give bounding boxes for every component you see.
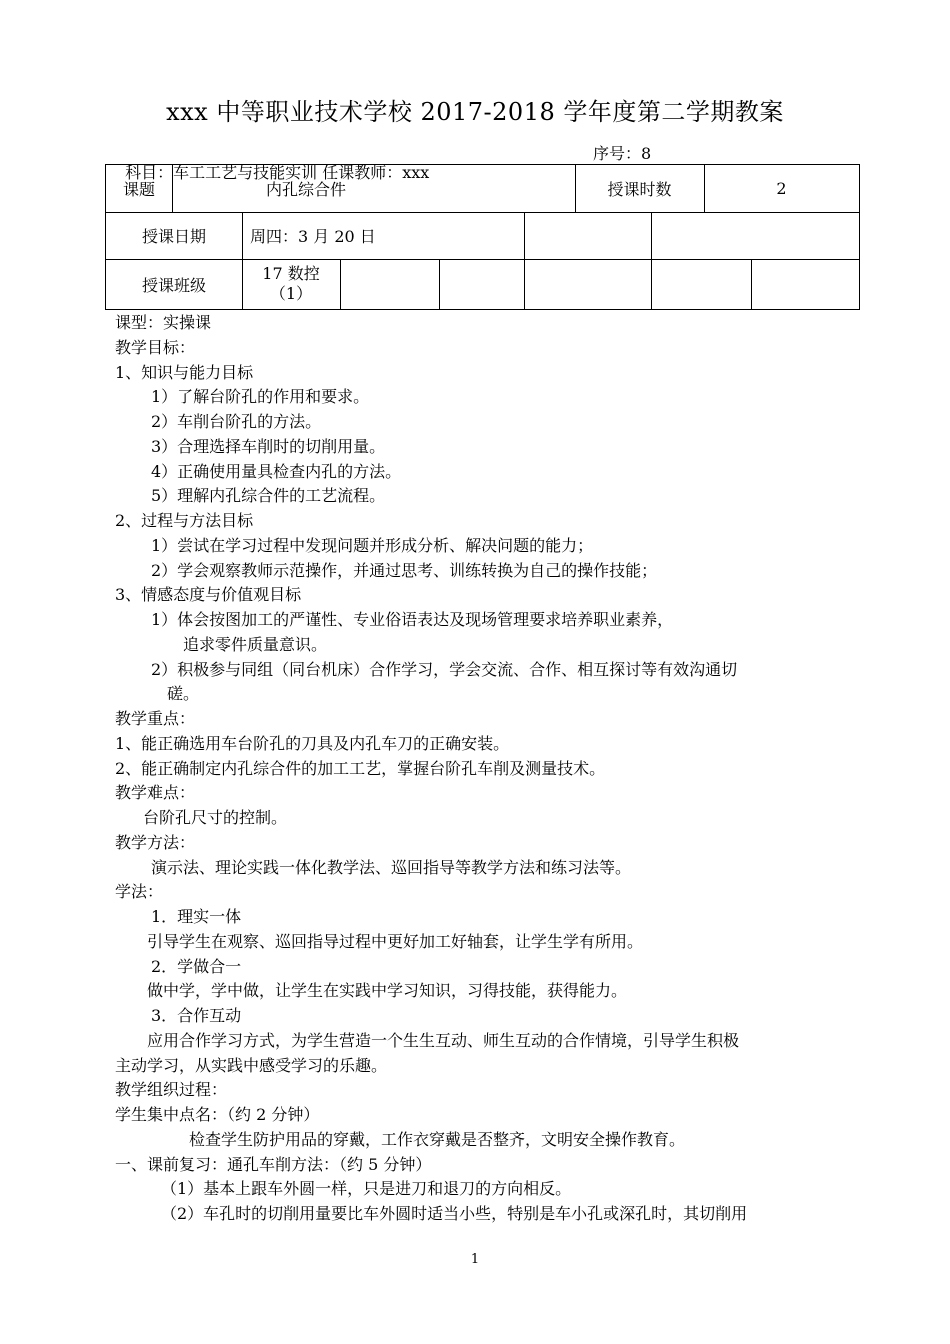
body-line: 1）了解台阶孔的作用和要求。 [151,387,370,407]
date-value: 周四：3 月 20 日 [250,227,376,246]
body-line: 4）正确使用量具检查内孔的方法。 [151,461,402,481]
body-line: 1．理实一体 [151,907,242,926]
class-value-line-1: 17 数控 [262,264,320,283]
hours-label: 授课时数 [607,180,672,199]
table-col-divider [242,212,243,259]
class-label: 授课班级 [141,275,206,295]
class-value-line-2: （1） [269,284,313,303]
body-line: 学法： [115,882,164,902]
table-col-divider [524,259,525,309]
body-line: 课型：实操课 [115,313,212,332]
body-line: 教学重点： [115,709,196,728]
table-col-divider [524,212,525,259]
body-line: 1、知识与能力目标 [115,362,254,382]
subject-teacher-text: 科目：车工工艺与技能实训 任课教师：xxx [125,163,430,182]
topic-value: 内孔综合件 [266,180,347,199]
body-line: （2）车孔时的切削用量要比车外圆时适当小些，特别是车小孔或深孔时，其切削用 [161,1204,748,1223]
body-line: 演示法、理论实践一体化教学法、巡回指导等教学方法和练习法等。 [151,857,632,877]
table-col-divider [172,165,173,212]
body-line: 应用合作学习方式，为学生营造一个生生互动、师生互动的合作情境，引导学生积极 [147,1030,740,1050]
course-info-table [105,164,860,310]
hours-value: 2 [776,179,787,198]
body-line: 2）学会观察教师示范操作，并通过思考、训练转换为自己的操作技能； [151,560,658,580]
body-line: 学生集中点名：（约 2 分钟） [115,1105,320,1124]
lesson-plan-body [115,311,865,1227]
body-line: （1）基本上跟车外圆一样，只是进刀和退刀的方向相反。 [161,1179,572,1199]
body-line: 2、能正确制定内孔综合件的加工工艺，掌握台阶孔车削及测量技术。 [115,758,606,778]
class-value [242,259,340,309]
body-line: 检查学生防护用品的穿戴，工作衣穿戴是否整齐，文明安全操作教育。 [189,1129,686,1149]
body-line: 5）理解内孔综合件的工艺流程。 [151,486,386,506]
body-line: 台阶孔尺寸的控制。 [143,808,288,827]
table-col-divider [651,259,652,309]
body-line: 3、情感态度与价值观目标 [115,585,302,605]
body-line: 主动学习，从实践中感受学习的乐趣。 [115,1055,388,1075]
body-line: 教学组织过程： [115,1080,228,1100]
body-line: 引导学生在观察、巡回指导过程中更好加工好轴套，让学生学有所用。 [147,931,644,951]
body-line: 2．学做合一 [151,956,242,976]
body-line: 教学难点： [115,783,196,803]
body-line: 做中学，学中做，让学生在实践中学习知识，习得技能，获得能力。 [147,981,628,1001]
topic-label: 课题 [122,180,155,199]
body-line: 1、能正确选用车台阶孔的刀具及内孔车刀的正确安装。 [115,733,510,753]
date-label: 授课日期 [141,227,206,246]
body-line: 1）体会按图加工的严谨性、专业俗语表达及现场管理要求培养职业素养， [151,610,674,629]
table-col-divider [340,259,341,309]
table-col-divider [751,259,752,309]
page-number: 1 [470,1252,480,1267]
body-line: 2）车削台阶孔的方法。 [151,412,322,431]
body-line: 1）尝试在学习过程中发现问题并形成分析、解决问题的能力； [151,535,594,555]
table-col-divider [651,212,652,259]
body-line: 一、课前复习：通孔车削方法：（约 5 分钟） [115,1154,432,1174]
body-line: 3．合作互动 [151,1006,242,1025]
body-line: 追求零件质量意识。 [183,634,328,654]
sequence-number: 序号：8 [593,144,652,163]
document-title: xxx 中等职业技术学校 2017-2018 学年度第二学期教案 [166,98,784,126]
body-line: 2、过程与方法目标 [115,511,254,530]
body-line: 3）合理选择车削时的切削用量。 [151,436,386,456]
body-line: 2）积极参与同组（同台机床）合作学习，学会交流、合作、相互探讨等有效沟通切 [151,659,738,679]
body-line: 教学方法： [115,832,196,852]
body-line: 磋。 [167,684,200,704]
table-col-divider [439,259,440,309]
body-line: 教学目标： [115,337,196,357]
